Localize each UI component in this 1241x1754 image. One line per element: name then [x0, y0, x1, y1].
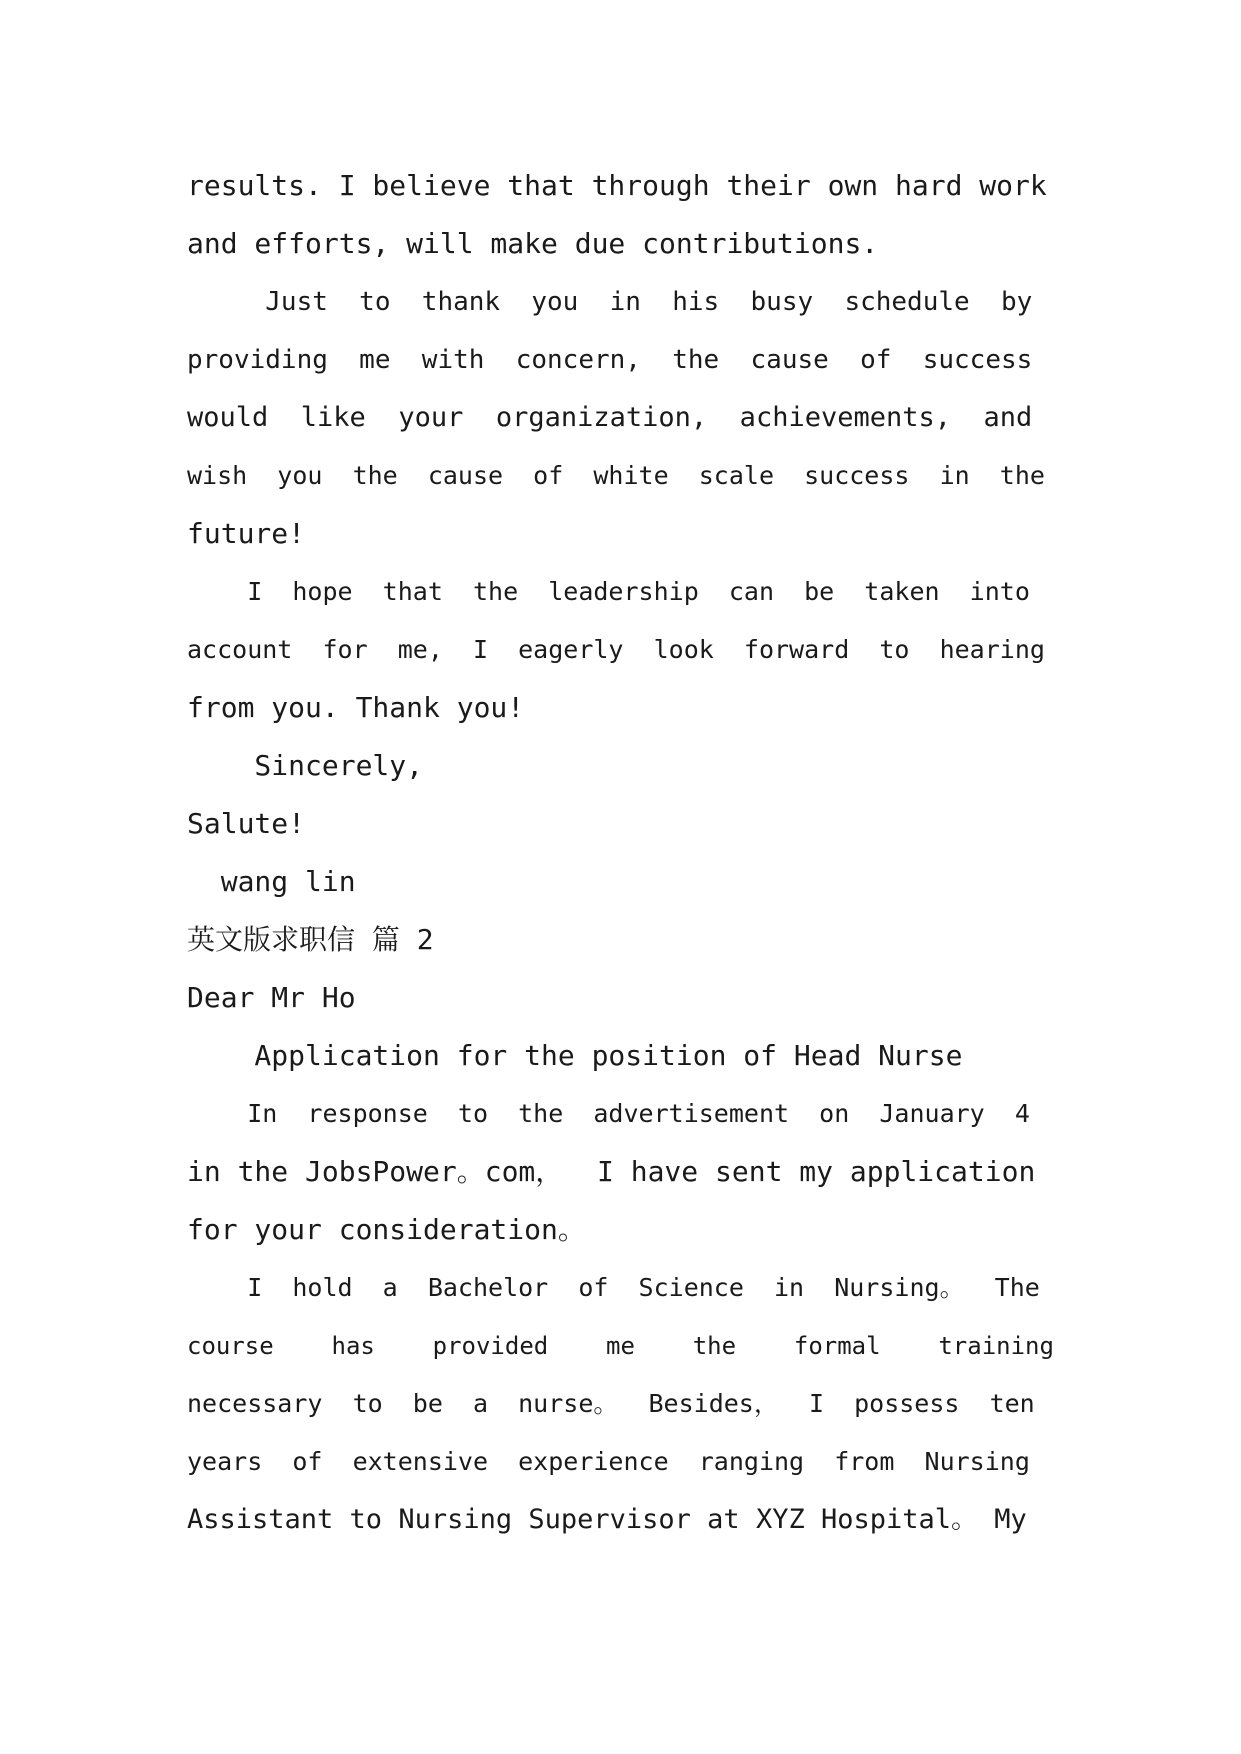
- text-line: wish you the cause of white scale success in the: [187, 461, 1045, 490]
- section-heading: 英文版求职信 篇 2: [187, 923, 434, 956]
- text-line: Just to thank you in his busy schedule by: [187, 287, 1033, 317]
- text-line: necessary to be a nurse。 Besides， I possess ten: [187, 1389, 1035, 1418]
- text-line: would like your organization, achievements, and: [187, 402, 1033, 433]
- text-line: Salute!: [187, 807, 306, 840]
- text-line: course has provided me the formal training: [187, 1332, 1054, 1360]
- text-line: and efforts, will make due contributions.: [187, 227, 879, 260]
- salutation: Dear Mr Ho: [187, 981, 356, 1014]
- text-line: Sincerely,: [187, 749, 424, 782]
- text-line: I hold a Bachelor of Science in Nursing。 The: [187, 1273, 1040, 1302]
- text-line: for your consideration。: [187, 1213, 586, 1246]
- text-line: In response to the advertisement on January 4: [187, 1099, 1030, 1128]
- text-line: Assistant to Nursing Supervisor at XYZ Hospital。 My: [187, 1504, 1027, 1535]
- text-line: account for me, I eagerly look forward to hearing: [187, 635, 1045, 664]
- text-line: wang lin: [187, 865, 356, 898]
- text-line: I hope that the leadership can be taken into: [187, 577, 1030, 606]
- subject-line: Application for the position of Head Nurse: [187, 1039, 963, 1072]
- text-line: in the JobsPower。com， I have sent my application: [187, 1155, 1036, 1188]
- text-line: from you. Thank you!: [187, 691, 525, 724]
- text-line: results. I believe that through their own hard work: [187, 169, 1047, 202]
- text-line: years of extensive experience ranging from Nursing: [187, 1447, 1030, 1476]
- text-line: future!: [187, 517, 306, 550]
- text-line: providing me with concern, the cause of success: [187, 345, 1033, 375]
